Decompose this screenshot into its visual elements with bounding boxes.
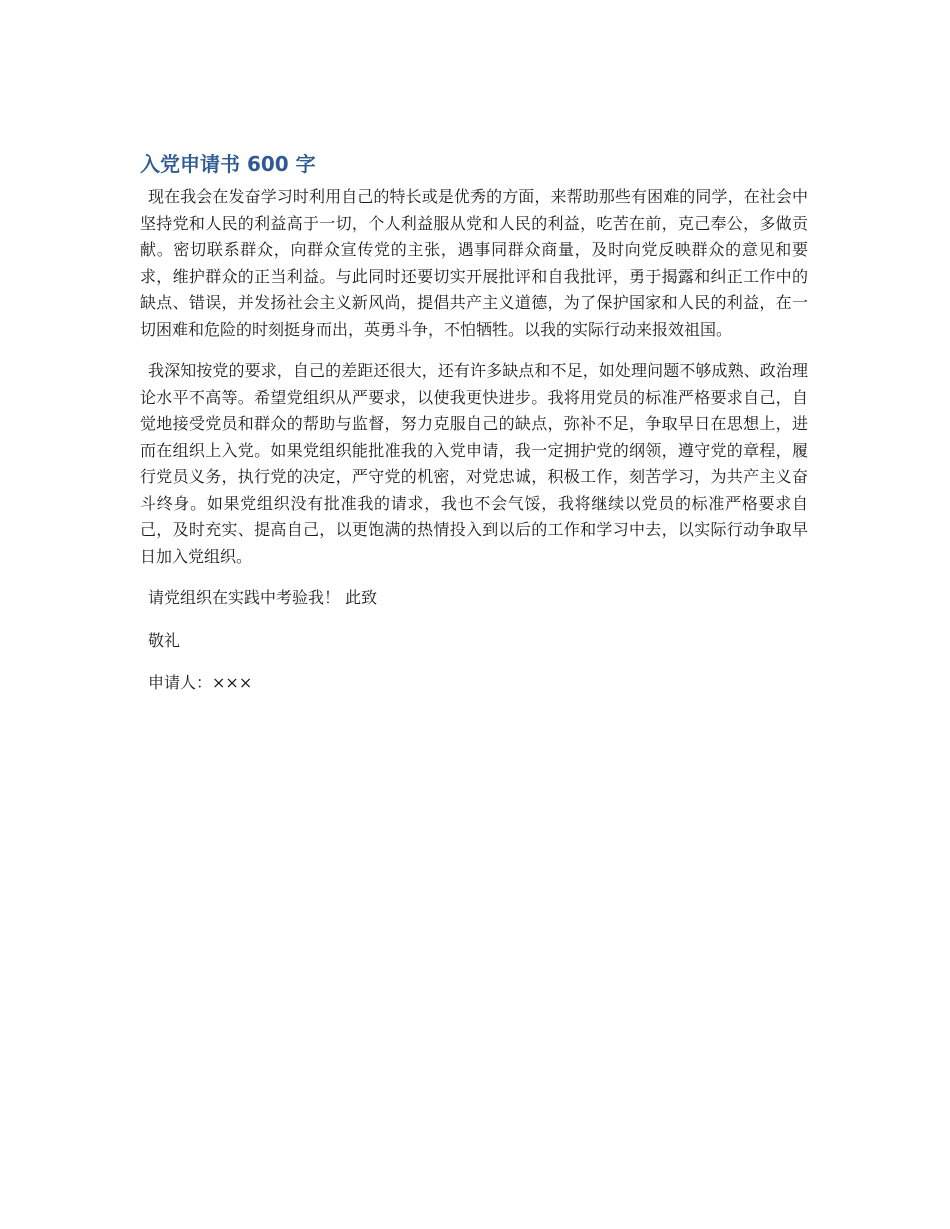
paragraph-self-assessment: 我深知按党的要求，自己的差距还很大，还有许多缺点和不足，如处理问题不够成熟、政治理论水平不高等。希望党组织从严要求，以使我更快进步。我将用党员的标准严格要求自己，自觉地接受党员和群众的帮助与监督，努力克服自己的缺点，弥补不足，争取早日在思想上，进而在组织上入党。如果党组织能批准我的入党申请，我一定拥护党的纲领，遵守党的章程，履行党员义务，执行党的决定，严守党的机密，对党忠诚，积极工作，刻苦学习，为共产主义奋斗终身。如果党组织没有批准我的请求，我也不会气馁，我将继续以党员的标准严格要求自己，及时充实、提高自己，以更饱满的热情投入到以后的工作和学习中去，以实际行动争取早日加入党组织。 <box>140 361 808 566</box>
closing-line: 请党组织在实践中考验我！ 此致 <box>148 588 378 607</box>
salutation: 敬礼 <box>148 630 181 650</box>
applicant-signature: 申请人：××× <box>148 673 253 692</box>
document-body <box>140 150 808 713</box>
paragraph-commitment: 现在我会在发奋学习时利用自己的特长或是优秀的方面，来帮助那些有困难的同学，在社会中坚持党和人民的利益高于一切，个人利益服从党和人民的利益，吃苦在前，克己奉公，多做贡献。密切联系群众，向群众宣传党的主张，遇事同群众商量，及时向党反映群众的意见和要求，维护群众的正当利益。与此同时还要切实开展批评和自我批评，勇于揭露和纠正工作中的缺点、错误，并发扬社会主义新风尚，提倡共产主义道德，为了保护国家和人民的利益，在一切困难和危险的时刻挺身而出，英勇斗争，不怕牺牲。以我的实际行动来报效祖国。 <box>140 187 808 339</box>
document-title: 入党申请书 600 字 <box>140 152 316 176</box>
